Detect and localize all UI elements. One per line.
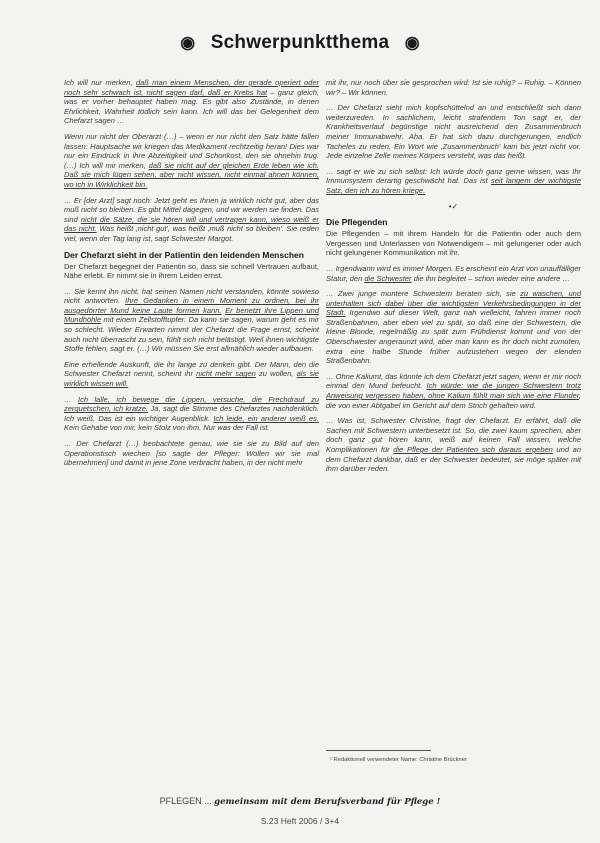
paragraph: … Sie kennt ihn nicht, hat seinen Namen nicht verstanden, könnte sowieso nicht antworten. Ihre Gedanken in einem Moment zu ordnen, bei ihr ausgedörrter Mund keine Laute formen kann. Er benetzt ihre Lippen und Mundhöhle mit einem Zellstofftupfer. Da kann sie sagen, warum geht es mir so schlecht. Wieder Erwarten nimmt der Chefarzt die Frage ernst, scheint auch nicht überrascht zu sein, fühlt sich nicht belästigt. Weil ihnen wichtigste Stoffe fehlen, sagt er. (…) Wir müssen Sie erst allmählich wieder aufbauen.	[64, 286, 320, 354]
paragraph: … Zwei junge muntere Schwestern beraten sich, sie zu waschen, und unterhalten sich dabei über die wichtigsten Verkehrsbedingungen in der Stadt. Irgendwo auf dieser Welt, ganz nah vielleicht, fahren immer noch Straßenbahnen, aber eben viel zu spät, so daß eine der Schwestern, die kleine Blonde, regelmäßig zu spät zum Frühdienst kommt und von der Oberschwester angeraunzt wird, aber man kann es ihr doch nicht zumuten, extra eine halbe Stunde früher aufzustehen wegen der elenden Straßenbahn.	[326, 289, 581, 366]
paragraph: … Der Chefarzt (…) beobachtete genau, wie sie sie zu Bild auf den Operationstisch wiechen [so sagte der Pfleger: Wollen wir sie mal übernehmen] und damit in jene Zone verbracht haben, in der nicht mehr	[64, 439, 319, 468]
right-column	[326, 78, 581, 474]
page-title: Schwerpunktthema	[210, 32, 390, 53]
paragraph: … Irgendwann wird es immer Morgen. Es erscheint ein Arzt von unauffälliger Statur, den die Schwester die ihn begleitet – schon wieder eine andere …	[326, 263, 581, 283]
footnote-divider	[326, 750, 431, 751]
paragraph: Eine erhellende Auskunft, die ihr lange zu denken gibt. Der Mann, den die Schwester Chefarzt nennt, scheint ihr nicht mehr sagen zu wollen, als sie wirklich wissen will.	[64, 359, 319, 389]
footnote: ¹ Redaktionell verwendeter Name: Christine Brückner	[330, 757, 467, 763]
paragraph: … sagt er wie zu sich selbst: Ich würde doch ganz gerne wissen, was Ihr Immunsystem derartig geschwächt hat. Das ist seit langem der wichtigste Satz, den ich zu hören kriege.	[326, 166, 582, 195]
paragraph: … Er [der Arzt] sagt noch: Jetzt geht es Ihnen ja wirklich nicht gut, aber das muß nicht so bleiben. Es gibt Mittel dagegen, und wir werden sie finden. Das sind nicht die Sätze, die sie hören will und vertragen kann, wieso weiß er das nicht. Was heißt ‚nicht gut', was heißt ‚muß nicht so bleiben'. Sie reden viel, wenn der Tag lang ist, sagt Schwester Margot.	[64, 195, 319, 243]
paragraph: Der Chefarzt begegnet der Patientin so, dass sie schnell Vertrauen aufbaut, Nähe erlebt. Er nimmt sie in ihrem Leiden ernst.	[64, 261, 319, 281]
target-symbol-icon: ◉	[404, 33, 420, 52]
paragraph: … Ohne Kaliumt, das könnte ich dem Chefarzt jetzt sagen, wenn er mir noch einmal den Mund befeucht. Ich würde: wie die jungen Schwestern trotz Anweisung vergessen haben, ohne Kalium fühlt man sich wie eine Flunder, die von einer Abtgabel im Gericht auf dem Strich gehalten wird.	[326, 371, 582, 410]
paragraph: … Ich lalle, ich bewege die Lippen, versuche, die Frechdrauf zu zerquetschen, ich kratze. Ja, sagt die Stimme des Chefarztes nachdenklich. Ich weiß. Das ist ein wichtiger Augenblick. Ich leide, ein anderer weiß es. Kein Gehabe von mir, kein Stolz von ihm. Nur was der Fall ist.	[64, 394, 319, 433]
paragraph: … Was ist, Schwester Christine, fragt der Chefarzt. Er erfährt, daß die Sachen mit Schwestern unterbesetzt ist. So, die zwei kaum sprechen, aber doch ganz gut hören kann, weiß auf keinen Fall wissen, welche Komplikationen für die Pflege der Patienten sich daraus ergeben und an dem Chefarzt dankbar, daß er der Schwester bedeutet, sie möge später mit ihm darüber reden.	[326, 416, 581, 474]
footer-brand: PFLEGEN ...	[159, 796, 212, 806]
footer-slogan: gemeinsam mit dem Berufsverband für Pflege !	[214, 797, 441, 807]
handwritten-checkmark: •✓	[448, 201, 459, 211]
footer-branding	[0, 796, 600, 807]
paragraph: Die Pflegenden – mit ihrem Handeln für die Patientin oder auch dem Vergessen und Unterlassen von Notwendigem – mit gelungener oder auch nicht gelungener Kommunikation mit ihr.	[326, 229, 581, 258]
section-heading: Der Chefarzt sieht in der Patientin den leidenden Menschen	[64, 249, 304, 260]
paragraph: mit ihr, nur noch über sie gesprochen wird: Ist sie ruhig? – Ruhig. – Können wir? – Wir können.	[326, 78, 581, 97]
footer-page-info: S.23 Heft 2006 / 3+4	[260, 816, 340, 826]
paragraph: Ich will nur merken, daß man einem Menschen, der gerade operiert oder noch sehr schwach ist, nicht sagen darf, daß er Krebs hat – ganz gleich, was er vorher behauptet haben mag. Es gibt also Zustände, in denen Ehrlichkeit, Wahrheit tödlich sein kann. Ich will das bei Gelegenheit dem Chefarzt sagen …	[64, 78, 319, 126]
paragraph: Wenn nur nicht der Oberarzt (…) – wenn er nur nicht den Satz hätte fallen lassen: Hauptsache wir kriegen das Medikament rechtzeitig heran! Dies war nur ein Eindruck in ihre Abzeitigkeit und Schonkost, den sie ohnehin trug. (…) Ich will mir merken, daß sie nicht auf der gleichen Erde leben wie ich. Daß sie mich lügen sehen, aber nicht wissen, nicht einmal ahnen können, wo ich in Wirklichkeit bin.	[64, 131, 319, 189]
left-column	[64, 78, 319, 468]
paragraph: … Der Chefarzt sieht mich kopfschüttelnd an und entschließt sich dann weiterzureden. In sachlichem, leicht strafendem Ton sagt er, der Krankheitsverlauf begünstige nicht ausreichend den Zusammenbruch meiner Immunabwehr. Aha. Er hat sich dazu durchgerungen, endlich Tacheles zu reden. Ein Wort wie ‚Zusammenbruch' kam bis jetzt nicht vor. Jede einzelne Zelle meines Körpers versteht, was das heißt.	[326, 103, 581, 161]
target-symbol-icon: ◉	[180, 33, 196, 52]
page-header	[0, 32, 600, 54]
section-heading: Die Pflegenden	[326, 217, 388, 228]
